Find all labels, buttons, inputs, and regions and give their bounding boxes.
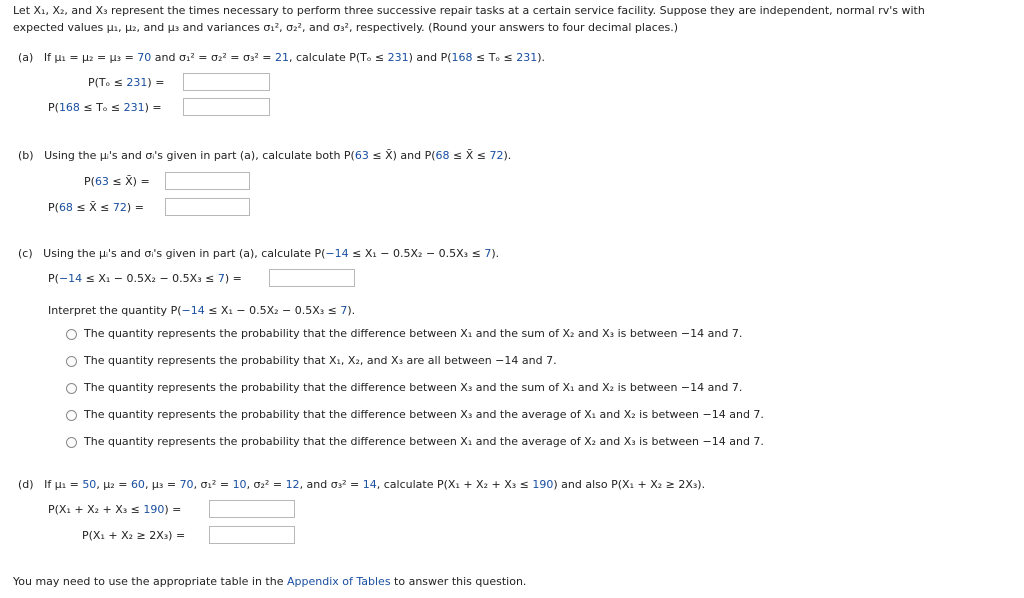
part-d-answer-1-input[interactable] [209, 500, 295, 518]
part-a-prob-1-label: P(Tₒ ≤ 231) = [88, 76, 165, 89]
part-c-option-2-label[interactable]: The quantity represents the probability that X₁, X₂, and X₃ are all between −14 and 7. [84, 354, 557, 367]
part-a-label: (a) [18, 51, 34, 64]
part-c-option-3-label[interactable]: The quantity represents the probability that the difference between X₃ and the sum of X₁ and X₂ is between −14 and 7. [84, 381, 743, 394]
part-b-prob-1-label: P(63 ≤ X̄) = [84, 175, 150, 188]
intro-line-1: Let X₁, X₂, and X₃ represent the times necessary to perform three successive repair tasks at a certain service facility. Suppose they are independent, normal rv's with [13, 4, 925, 17]
part-c-option-5-label[interactable]: The quantity represents the probability that the difference between X₁ and the average of X₂ and X₃ is between −14 and 7. [84, 435, 764, 448]
part-c-answer-input[interactable] [269, 269, 355, 287]
part-c-label: (c) [18, 247, 33, 260]
part-a-question: (a) If μ₁ = μ₂ = μ₃ = 70 and σ₁² = σ₂² = σ₃² = 21, calculate P(Tₒ ≤ 231) and P(168 ≤ Tₒ ≤ 231). [18, 51, 546, 64]
part-c-interpret-prompt: Interpret the quantity P(−14 ≤ X₁ − 0.5X₂ − 0.5X₃ ≤ 7). [48, 304, 356, 317]
part-c-option-4-label[interactable]: The quantity represents the probability that the difference between X₃ and the average of X₁ and X₂ is between −14 and 7. [84, 408, 764, 421]
part-c-question: (c) Using the μᵢ's and σᵢ's given in part (a), calculate P(−14 ≤ X₁ − 0.5X₂ − 0.5X₃ ≤ 7). [18, 247, 500, 260]
part-b-answer-2-input[interactable] [165, 198, 250, 216]
part-d-question: (d) If μ₁ = 50, μ₂ = 60, μ₃ = 70, σ₁² = 10, σ₂² = 12, and σ₃² = 14, calculate P(X₁ + X₂ + X₃ ≤ 190) and also P(X₁ + X₂ ≥ 2X₃). [18, 478, 706, 491]
part-c-option-2-radio[interactable] [66, 356, 77, 367]
part-a-prob-2-label: P(168 ≤ Tₒ ≤ 231) = [48, 101, 162, 114]
intro-line-2: expected values μ₁, μ₂, and μ₃ and variances σ₁², σ₂², and σ₃², respectively. (Round your answers to four decimal places.) [13, 21, 679, 34]
part-c-option-3-radio[interactable] [66, 383, 77, 394]
part-c-option-5-radio[interactable] [66, 437, 77, 448]
part-b-label: (b) [18, 149, 34, 162]
part-b-answer-1-input[interactable] [165, 172, 250, 190]
part-d-prob-1-label: P(X₁ + X₂ + X₃ ≤ 190) = [48, 503, 182, 516]
part-a-answer-1-input[interactable] [183, 73, 270, 91]
part-b-question: (b) Using the μᵢ's and σᵢ's given in part (a), calculate both P(63 ≤ X̄) and P(68 ≤ X̄ ≤ 72). [18, 149, 512, 162]
part-a-answer-2-input[interactable] [183, 98, 270, 116]
part-c-option-1-label[interactable]: The quantity represents the probability that the difference between X₁ and the sum of X₂ and X₃ is between −14 and 7. [84, 327, 743, 340]
part-c-prob-label: P(−14 ≤ X₁ − 0.5X₂ − 0.5X₃ ≤ 7) = [48, 272, 242, 285]
part-d-label: (d) [18, 478, 34, 491]
part-d-prob-2-label: P(X₁ + X₂ ≥ 2X₃) = [82, 529, 186, 542]
part-c-option-4-radio[interactable] [66, 410, 77, 421]
appendix-of-tables-link[interactable]: Appendix of Tables [287, 575, 391, 588]
footer-note: You may need to use the appropriate table in the Appendix of Tables to answer this question. [13, 575, 527, 588]
part-b-prob-2-label: P(68 ≤ X̄ ≤ 72) = [48, 201, 144, 214]
part-d-answer-2-input[interactable] [209, 526, 295, 544]
part-c-option-1-radio[interactable] [66, 329, 77, 340]
